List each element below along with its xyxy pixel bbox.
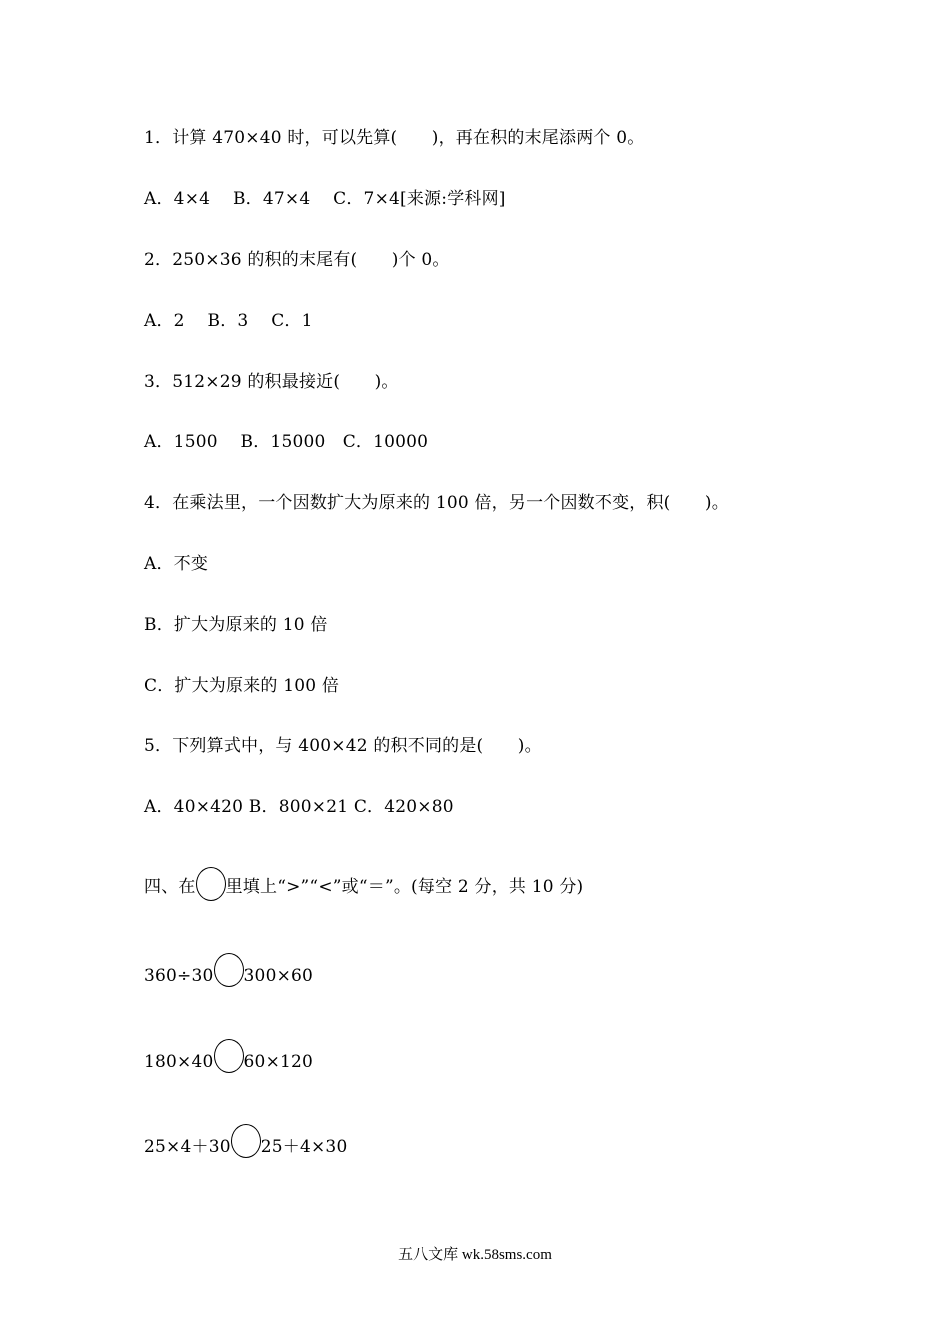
section-4-heading (144, 867, 583, 901)
section-4-instructions: 里填上“>”“<”或“＝”。(每空 2 分，共 10 分) (225, 877, 584, 897)
footer-watermark: 五八文库 wk.58sms.com (398, 1247, 552, 1263)
question-4-stem: 4．在乘法里，一个因数扩大为原来的 100 倍，另一个因数不变，积( )。 (144, 493, 729, 513)
answer-circle[interactable] (214, 1039, 244, 1073)
question-5-options: A．40×420 B．800×21 C．420×80 (144, 797, 454, 817)
comparison-row-3 (144, 1124, 347, 1158)
section-4-prefix: 四、在 (144, 877, 196, 897)
question-2-options: A．2 B．3 C．1 (144, 311, 313, 331)
comparison-row-2 (144, 1039, 313, 1073)
answer-circle[interactable] (231, 1124, 261, 1158)
comparison-right: 300×60 (243, 966, 314, 986)
comparison-left: 360÷30 (144, 966, 214, 986)
question-1-stem: 1．计算 470×40 时，可以先算( )，再在积的末尾添两个 0。 (144, 128, 645, 148)
comparison-right: 60×120 (243, 1052, 314, 1072)
question-5-stem: 5．下列算式中，与 400×42 的积不同的是( )。 (144, 736, 542, 756)
comparison-row-1 (144, 953, 313, 987)
question-3-stem: 3．512×29 的积最接近( )。 (144, 372, 399, 392)
comparison-left: 180×40 (144, 1052, 214, 1072)
question-4-option-b: B．扩大为原来的 10 倍 (144, 615, 328, 635)
question-3-options: A．1500 B．15000 C．10000 (144, 432, 429, 452)
question-2-stem: 2．250×36 的积的末尾有( )个 0。 (144, 250, 450, 270)
answer-circle[interactable] (214, 953, 244, 987)
question-1-options: A．4×4 B．47×4 C．7×4[来源:学科网] (144, 189, 506, 209)
question-4-option-a: A．不变 (144, 554, 209, 574)
question-4-option-c: C．扩大为原来的 100 倍 (144, 676, 340, 696)
comparison-left: 25×4＋30 (144, 1137, 231, 1157)
comparison-right: 25＋4×30 (260, 1137, 348, 1157)
circle-icon (196, 867, 226, 901)
